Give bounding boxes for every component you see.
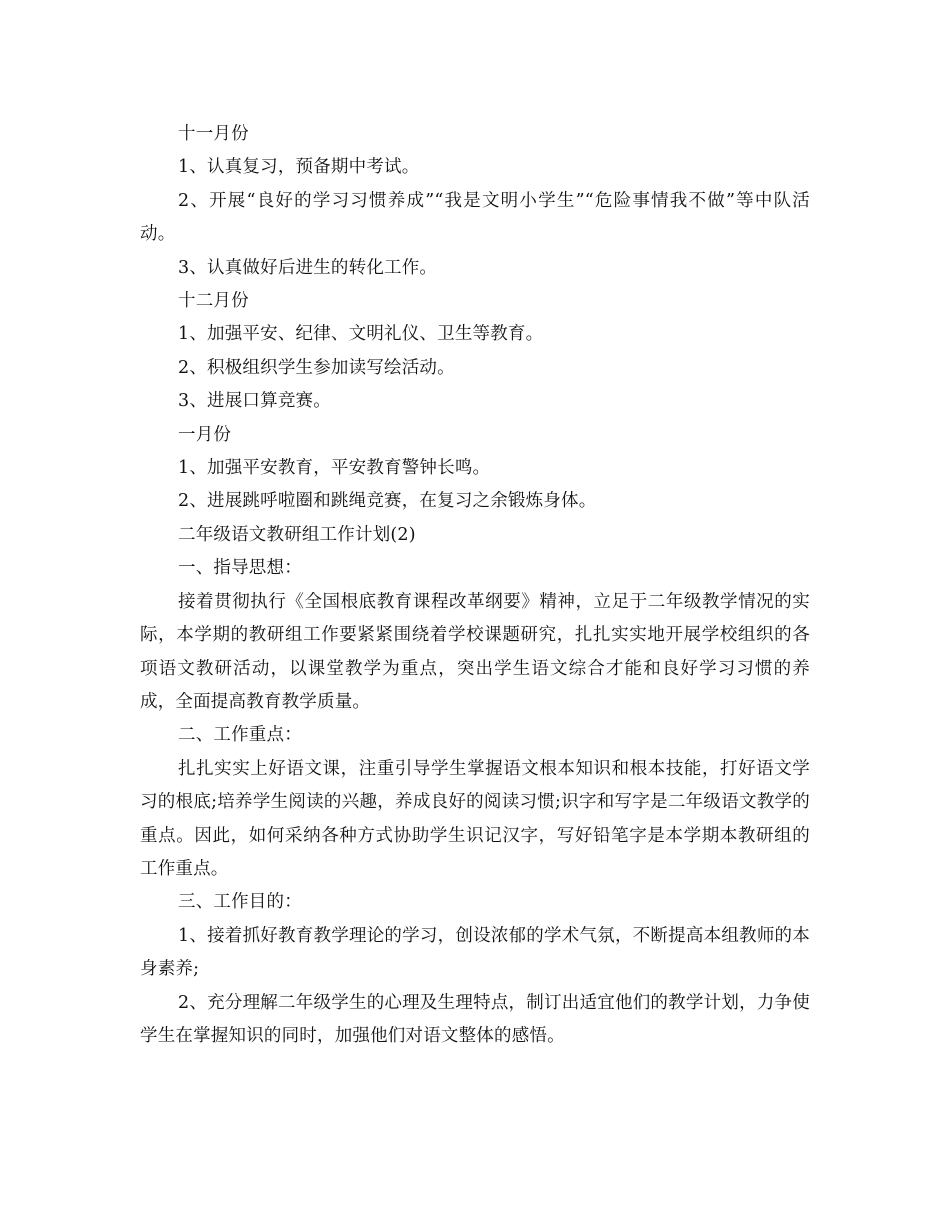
paragraph: 1、加强平安、纪律、文明礼仪、卫生等教育。 <box>178 324 544 345</box>
paragraph: 3、认真做好后进生的转化工作。 <box>178 257 438 278</box>
section-heading-guiding-ideology: 一、指导思想： <box>178 558 302 579</box>
paragraph: 扎扎实实上好语文课，注重引导学生掌握语文根本知识和根本技能，打好语文学习的根底;培养学生阅读的兴趣，养成良好的阅读习惯;识字和写字是二年级语文教学的重点。因此，如何采纳各种方式协助学生识记汉字，写好铅笔字是本学期本教研组的工作重点。 <box>140 758 810 879</box>
document-title: 二年级语文教研组工作计划(2) <box>178 524 416 545</box>
paragraph: 1、接着抓好教育教学理论的学习，创设浓郁的学术气氛，不断提高本组教师的本身素养; <box>140 925 810 980</box>
paragraph: 2、充分理解二年级学生的心理及生理特点，制订出适宜他们的教学计划，力争使学生在掌握知识的同时，加强他们对语文整体的感悟。 <box>140 992 810 1046</box>
document-body <box>140 118 810 1053</box>
paragraph: 2、积极组织学生参加读写绘活动。 <box>178 357 455 378</box>
section-heading-december: 十二月份 <box>178 291 249 312</box>
paragraph: 1、加强平安教育，平安教育警钟长鸣。 <box>178 458 491 479</box>
paragraph: 2、进展跳呼啦圈和跳绳竞赛，在复习之余锻炼身体。 <box>178 491 597 512</box>
paragraph: 1、认真复习，预备期中考试。 <box>178 157 420 178</box>
section-heading-november: 十一月份 <box>178 124 249 144</box>
section-heading-work-goals: 三、工作目的： <box>178 892 302 913</box>
paragraph: 2、开展“良好的学习习惯养成”“我是文明小学生”“危险事情我不做”等中队活动。 <box>140 190 810 245</box>
paragraph: 3、进展口算竞赛。 <box>178 391 331 412</box>
paragraph: 接着贯彻执行《全国根底教育课程改革纲要》精神，立足于二年级教学情况的实际，本学期的教研组工作要紧紧围绕着学校课题研究，扎扎实实地开展学校组织的各项语文教研活动，以课堂教学为重点，突出学生语文综合才能和良好学习习惯的养成，全面提高教育教学质量。 <box>140 591 810 712</box>
section-heading-january: 一月份 <box>178 424 232 445</box>
section-heading-work-focus: 二、工作重点： <box>178 725 302 746</box>
